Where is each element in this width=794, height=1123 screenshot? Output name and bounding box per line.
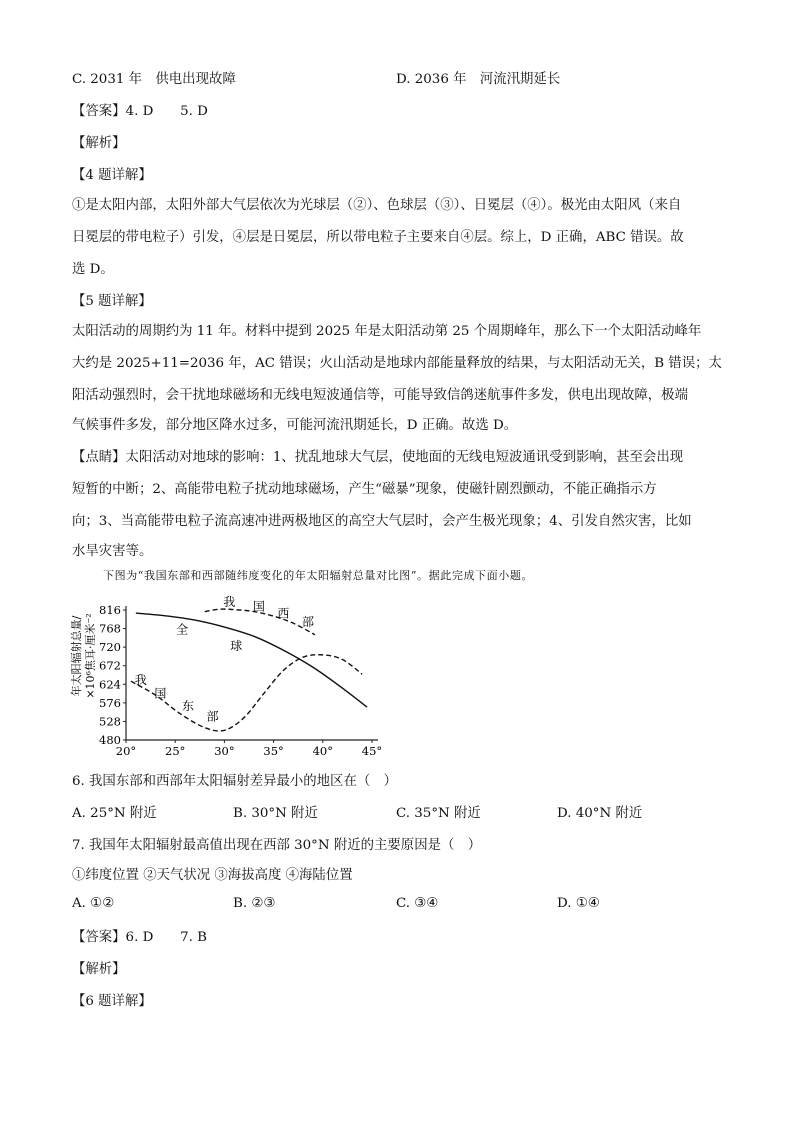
text-line: C. 2031 年 供电出现故障 <box>72 72 236 87</box>
text-line: 【4 题详解】 <box>72 168 152 183</box>
y-axis-label-line1: 年太阳辐射总量/ <box>70 615 83 697</box>
text-line: 【答案】4. D 5. D <box>72 104 208 119</box>
text-line: C. ③④ <box>396 896 439 911</box>
y-tick-label: 720 <box>99 640 121 655</box>
series-label-char: 国 <box>252 599 265 614</box>
solar-radiation-chart <box>64 594 394 762</box>
text-line: 气候事件多发，部分地区降水过多，可能河流汛期延长，D 正确。故选 D。 <box>72 418 518 433</box>
text-line: ①是太阳内部，太阳外部大气层依次为光球层（②）、色球层（③）、日冕层（④）。极光由太阳风（来自 <box>72 198 682 213</box>
series-label-char: 东 <box>181 698 194 713</box>
text-line: 选 D。 <box>72 262 114 277</box>
text-line: B. ②③ <box>233 896 276 911</box>
text-line: 7. 我国年太阳辐射最高值出现在西部 30°N 附近的主要原因是（ ） <box>72 838 482 853</box>
series-label-char: 部 <box>302 614 315 629</box>
x-tick-label: 20° <box>115 744 137 758</box>
text-line: 日冕层的带电粒子）引发，④层是日冕层，所以带电粒子主要来自④层。综上，D 正确，ABC 错误。故 <box>72 230 684 245</box>
text-line: A. ①② <box>72 896 115 911</box>
y-tick-label: 768 <box>99 621 121 636</box>
y-tick-label: 624 <box>99 677 121 692</box>
text-line: 大约是 2025+11=2036 年，AC 错误；火山活动是地球内部能量释放的结果，与太阳活动无关，B 错误；太 <box>72 356 722 371</box>
series-label-char: 国 <box>154 686 167 701</box>
text-line: D. 2036 年 河流汛期延长 <box>396 72 561 87</box>
text-line: 短暂的中断；2、高能带电粒子扰动地球磁场，产生“磁暴”现象，使磁针剧烈颤动，不能正确指示方 <box>72 482 657 497</box>
text-line: 6. 我国东部和西部年太阳辐射差异最小的地区在（ ） <box>72 774 398 789</box>
text-line: C. 35°N 附近 <box>396 806 481 821</box>
x-tick-label: 25° <box>165 744 186 758</box>
series-label-char: 部 <box>206 709 219 724</box>
y-tick-label: 816 <box>99 603 121 617</box>
figure-caption: 下图为“我国东部和西部随纬度变化的年太阳辐射总量对比图”。据此完成下面小题。 <box>103 569 534 582</box>
text-line: 【解析】 <box>72 962 126 977</box>
series-label-char: 全 <box>176 622 189 637</box>
text-line: 【点睛】太阳活动对地球的影响：1、扰乱地球大气层，使地面的无线电短波通讯受到影响，甚至会出现 <box>72 450 684 465</box>
text-line: 阳活动强烈时，会干扰地球磁场和无线电短波通信等，可能导致信鸽迷航事件多发，供电出现故障，极端 <box>72 388 688 403</box>
x-tick-label: 45° <box>361 744 383 758</box>
text-line: 【答案】6. D 7. B <box>72 930 207 945</box>
series-label-char: 我 <box>134 672 147 687</box>
y-tick-label: 576 <box>99 695 121 710</box>
text-line: D. 40°N 附近 <box>557 806 643 821</box>
text-line: D. ①④ <box>557 896 600 911</box>
x-tick-label: 30° <box>214 744 235 758</box>
series-label-char: 我 <box>223 595 236 610</box>
text-line: ①纬度位置 ②天气状况 ③海拔高度 ④海陆位置 <box>72 868 353 883</box>
text-line: 【6 题详解】 <box>72 994 152 1009</box>
series-line-0 <box>136 613 367 707</box>
series-label-char: 西 <box>277 606 290 621</box>
y-tick-label: 672 <box>99 658 121 673</box>
text-line: 太阳活动的周期约为 11 年。材料中提到 2025 年是太阳活动第 25 个周期峰年，那么下一个太阳活动峰年 <box>72 324 702 339</box>
text-line: 向；3、当高能带电粒子流高速冲进两极地区的高空大气层时，会产生极光现象；4、引发自然灾害，比如 <box>72 514 692 529</box>
y-tick-label: 528 <box>99 714 121 729</box>
text-line: B. 30°N 附近 <box>233 806 318 821</box>
x-tick-label: 40° <box>312 744 333 758</box>
y-axis-label-line2: ×10⁶焦耳·厘米⁻² <box>84 613 97 699</box>
x-tick-label: 35° <box>263 744 284 758</box>
y-tick-label: 480 <box>99 733 121 747</box>
text-line: A. 25°N 附近 <box>72 806 157 821</box>
series-label-char: 球 <box>230 639 243 654</box>
text-line: 【解析】 <box>72 136 126 151</box>
text-line: 【5 题详解】 <box>72 294 152 309</box>
text-line: 水旱灾害等。 <box>72 544 153 559</box>
